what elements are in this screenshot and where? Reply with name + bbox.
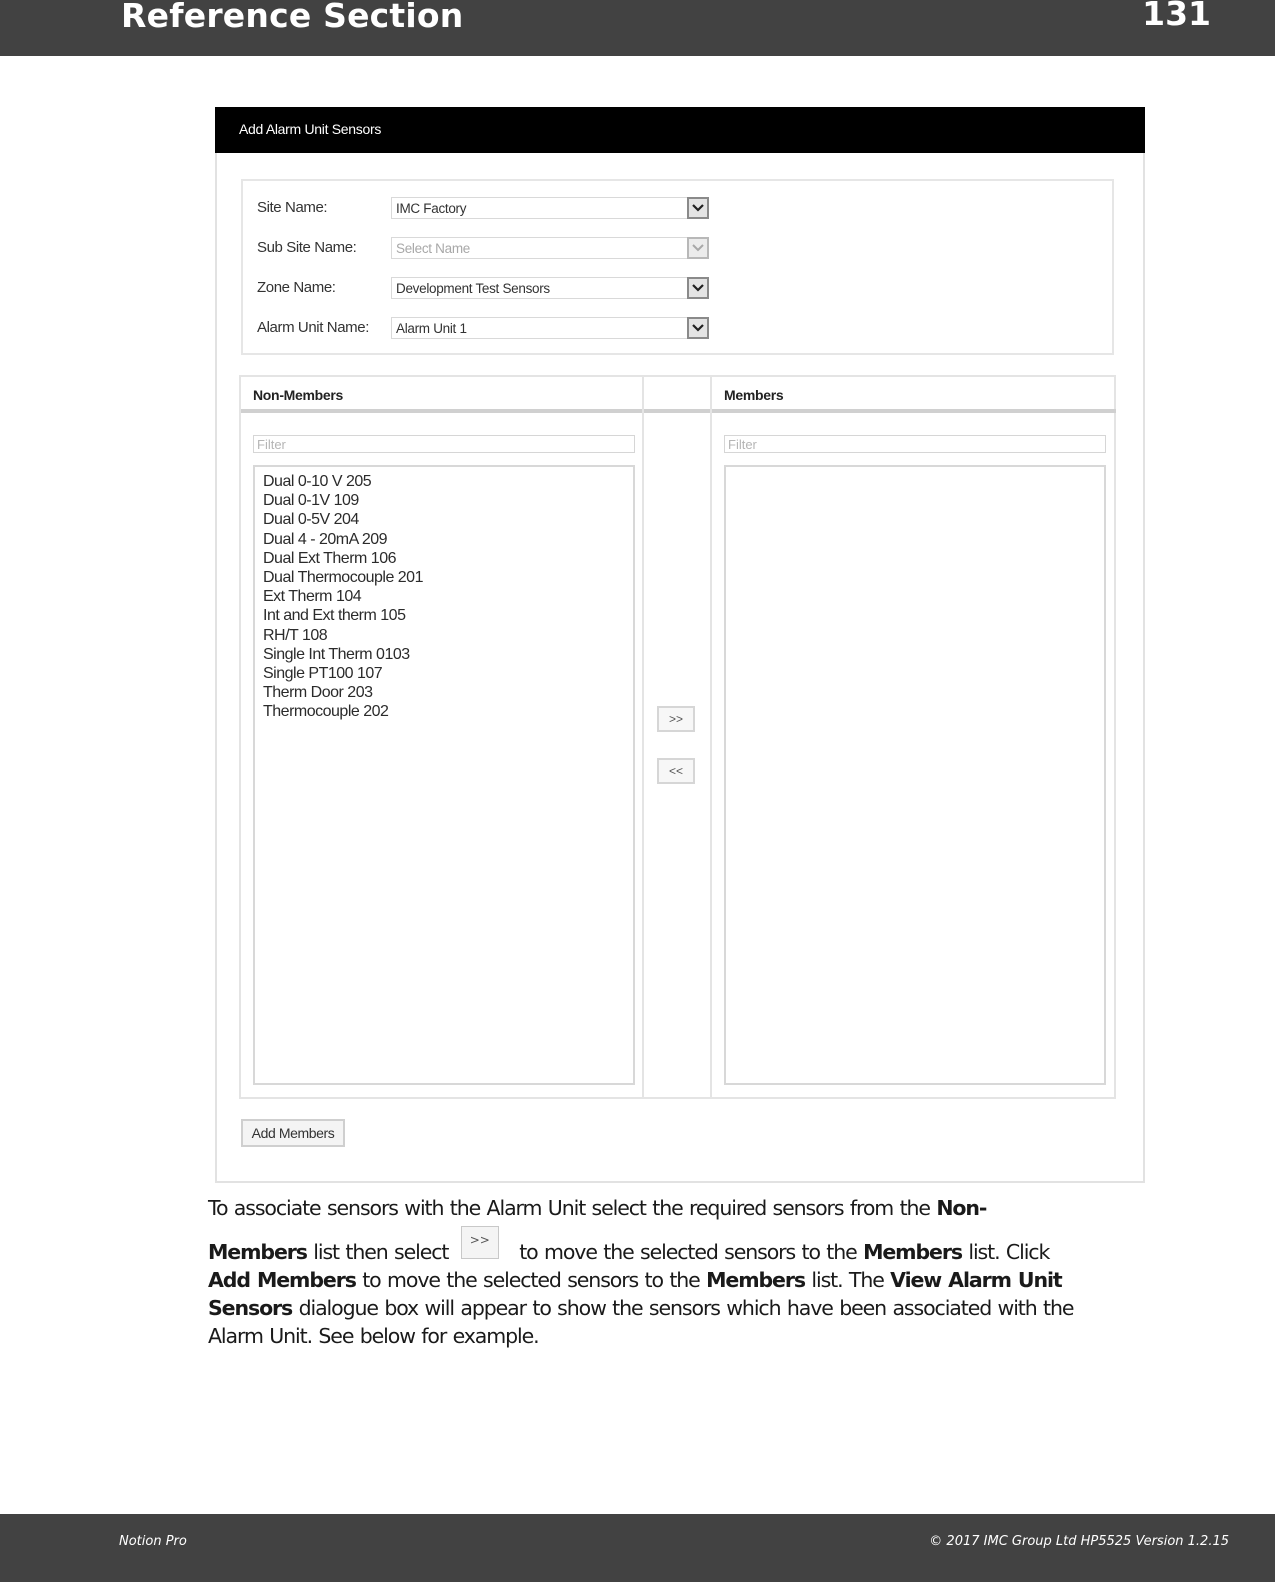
- sub-site-name-row: [257, 237, 717, 259]
- list-item[interactable]: Thermocouple 202: [263, 703, 389, 721]
- copyright-notice: © 2017 IMC Group Ltd HP5525 Version 1.2.15: [929, 1534, 1229, 1549]
- product-name: Notion Pro: [119, 1534, 187, 1549]
- paragraph-line: Add Members to move the selected sensors to the Members list. The View Alarm Unit: [208, 1268, 1062, 1292]
- chevron-down-icon[interactable]: [687, 277, 709, 299]
- alarm-unit-name-select[interactable]: [391, 317, 709, 339]
- alarm-unit-name-value: Alarm Unit 1: [396, 321, 467, 336]
- chevron-down-icon[interactable]: [687, 237, 709, 259]
- sub-site-name-label: Sub Site Name:: [257, 239, 357, 256]
- members-header: [712, 377, 1116, 413]
- non-members-panel: [241, 377, 644, 1097]
- list-item[interactable]: Ext Therm 104: [263, 588, 362, 606]
- site-name-row: [257, 197, 717, 219]
- page-header: [0, 0, 1275, 56]
- paragraph-line: Alarm Unit. See below for example.: [208, 1324, 539, 1348]
- list-item[interactable]: Single Int Therm 0103: [263, 645, 410, 663]
- section-title: Reference Section: [121, 0, 464, 35]
- zone-name-label: Zone Name:: [257, 279, 336, 296]
- add-alarm-unit-sensors-dialog: [215, 107, 1145, 1183]
- zone-name-value: Development Test Sensors: [396, 281, 550, 296]
- members-transfer-area: [239, 375, 1116, 1099]
- list-item[interactable]: Int and Ext therm 105: [263, 607, 406, 625]
- alarm-unit-name-row: [257, 317, 717, 339]
- move-to-non-members-button[interactable]: <<: [657, 758, 695, 784]
- list-item[interactable]: Dual 4 - 20mA 209: [263, 530, 388, 548]
- members-panel: [712, 377, 1116, 1097]
- transfer-controls: [644, 377, 712, 1097]
- dialog-title: Add Alarm Unit Sensors: [239, 121, 382, 137]
- list-item[interactable]: Dual 0-10 V 205: [263, 473, 372, 490]
- paragraph-line: Members list then select >> to move the selected sensors to the Members list. Click: [208, 1240, 1049, 1273]
- members-list[interactable]: [724, 465, 1106, 1085]
- inline-move-button-image: >>: [461, 1226, 499, 1259]
- list-item[interactable]: RH/T 108: [263, 626, 328, 644]
- members-filter-input[interactable]: [724, 435, 1106, 453]
- non-members-list[interactable]: [253, 465, 635, 1085]
- non-members-title: Non-Members: [253, 387, 344, 403]
- transfer-header-spacer: [644, 377, 710, 413]
- sub-site-name-placeholder: Select Name: [396, 241, 470, 256]
- dialog-titlebar: [215, 107, 1145, 153]
- members-title: Members: [724, 387, 784, 403]
- add-members-button[interactable]: Add Members: [241, 1119, 345, 1147]
- site-name-label: Site Name:: [257, 199, 328, 216]
- list-item[interactable]: Dual Ext Therm 106: [263, 549, 396, 567]
- list-item[interactable]: Dual 0-5V 204: [263, 511, 359, 529]
- chevron-down-icon[interactable]: [687, 197, 709, 219]
- page-footer: [0, 1514, 1275, 1582]
- paragraph-line: Sensors dialogue box will appear to show the sensors which have been associated with the: [208, 1296, 1074, 1320]
- chevron-down-icon[interactable]: [687, 317, 709, 339]
- alarm-unit-name-label: Alarm Unit Name:: [257, 319, 369, 336]
- list-item[interactable]: Single PT100 107: [263, 665, 383, 683]
- paragraph-line: To associate sensors with the Alarm Unit select the required sensors from the Non-: [208, 1196, 987, 1220]
- selection-fields: [241, 179, 1114, 355]
- page-number: 131: [1142, 0, 1211, 33]
- site-name-select[interactable]: [391, 197, 709, 219]
- list-item[interactable]: Dual 0-1V 109: [263, 492, 359, 510]
- move-to-members-button[interactable]: >>: [657, 706, 695, 732]
- list-item[interactable]: Dual Thermocouple 201: [263, 569, 423, 587]
- zone-name-row: [257, 277, 717, 299]
- list-item[interactable]: Therm Door 203: [263, 684, 373, 702]
- zone-name-select[interactable]: [391, 277, 709, 299]
- sub-site-name-select[interactable]: [391, 237, 709, 259]
- non-members-filter-input[interactable]: [253, 435, 635, 453]
- site-name-value: IMC Factory: [396, 201, 467, 216]
- non-members-header: [241, 377, 642, 413]
